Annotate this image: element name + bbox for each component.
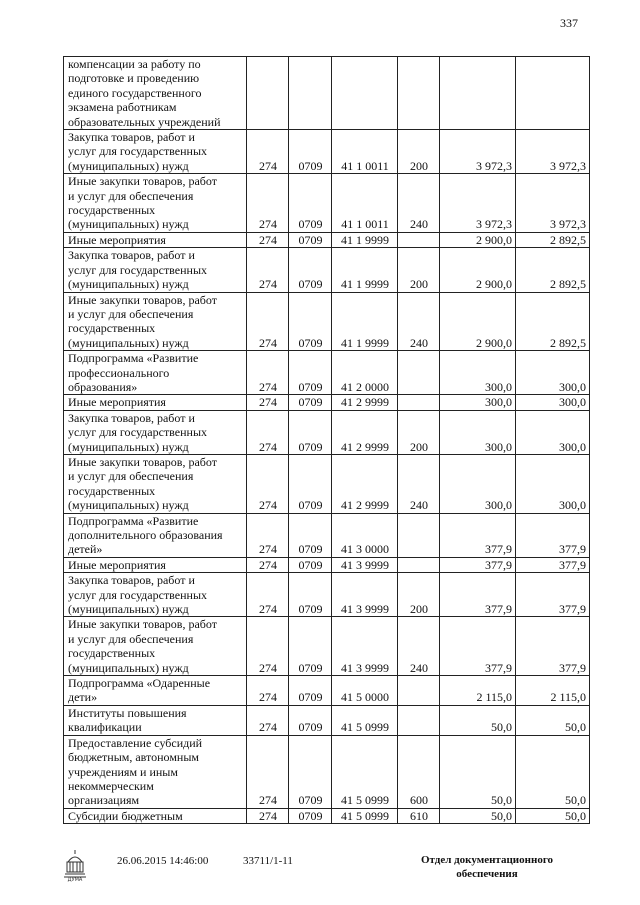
cell-csr: 41 3 0000 bbox=[332, 513, 398, 557]
cell-csr: 41 1 9999 bbox=[332, 292, 398, 351]
table-row bbox=[64, 351, 590, 395]
page-number: 337 bbox=[560, 16, 578, 30]
table-row bbox=[64, 573, 590, 617]
cell-csr: 41 3 9999 bbox=[332, 573, 398, 617]
cell-plan: 300,0 bbox=[440, 395, 516, 410]
cell-rz: 0709 bbox=[289, 232, 332, 247]
table-row bbox=[64, 395, 590, 410]
cell-vr bbox=[398, 513, 440, 557]
cell-fact bbox=[516, 57, 590, 130]
cell-rz: 0709 bbox=[289, 292, 332, 351]
cell-plan: 300,0 bbox=[440, 454, 516, 513]
cell-csr: 41 1 9999 bbox=[332, 248, 398, 292]
cell-csr: 41 2 9999 bbox=[332, 410, 398, 454]
cell-name: Подпрограмма «Развитие профессионального образования» bbox=[64, 351, 247, 395]
cell-csr bbox=[332, 57, 398, 130]
cell-grbs: 274 bbox=[247, 292, 289, 351]
footer-doc-number: 33711/1-11 bbox=[243, 855, 293, 867]
cell-vr: 200 bbox=[398, 248, 440, 292]
footer-department: Отдел документационного обеспечения bbox=[420, 854, 554, 880]
cell-grbs: 274 bbox=[247, 705, 289, 735]
table-row bbox=[64, 557, 590, 572]
cell-name: Закупка товаров, работ и услуг для государственных (муниципальных) нужд bbox=[64, 248, 247, 292]
cell-vr bbox=[398, 351, 440, 395]
cell-fact: 300,0 bbox=[516, 454, 590, 513]
cell-csr: 41 5 0999 bbox=[332, 735, 398, 808]
cell-vr: 600 bbox=[398, 735, 440, 808]
cell-grbs: 274 bbox=[247, 232, 289, 247]
cell-plan: 377,9 bbox=[440, 573, 516, 617]
cell-fact: 377,9 bbox=[516, 573, 590, 617]
table-row bbox=[64, 248, 590, 292]
cell-grbs bbox=[247, 57, 289, 130]
cell-name: Закупка товаров, работ и услуг для государственных (муниципальных) нужд bbox=[64, 130, 247, 174]
cell-csr: 41 1 0011 bbox=[332, 174, 398, 233]
cell-csr: 41 1 0011 bbox=[332, 130, 398, 174]
cell-plan: 377,9 bbox=[440, 557, 516, 572]
cell-plan: 50,0 bbox=[440, 705, 516, 735]
cell-name: Иные закупки товаров, работ и услуг для обеспечения государственных (муниципальных) нужд bbox=[64, 617, 247, 676]
table-row bbox=[64, 130, 590, 174]
table-row bbox=[64, 232, 590, 247]
table-row bbox=[64, 617, 590, 676]
table-row bbox=[64, 676, 590, 706]
cell-vr: 200 bbox=[398, 573, 440, 617]
cell-grbs: 274 bbox=[247, 130, 289, 174]
table-row bbox=[64, 174, 590, 233]
cell-csr: 41 3 9999 bbox=[332, 557, 398, 572]
cell-vr bbox=[398, 57, 440, 130]
cell-grbs: 274 bbox=[247, 351, 289, 395]
cell-fact: 3 972,3 bbox=[516, 130, 590, 174]
cell-plan: 50,0 bbox=[440, 735, 516, 808]
cell-plan: 3 972,3 bbox=[440, 130, 516, 174]
cell-grbs: 274 bbox=[247, 248, 289, 292]
cell-rz: 0709 bbox=[289, 557, 332, 572]
cell-csr: 41 2 9999 bbox=[332, 454, 398, 513]
cell-rz: 0709 bbox=[289, 174, 332, 233]
cell-rz: 0709 bbox=[289, 130, 332, 174]
cell-name: Закупка товаров, работ и услуг для государственных (муниципальных) нужд bbox=[64, 410, 247, 454]
cell-fact: 300,0 bbox=[516, 351, 590, 395]
cell-vr: 200 bbox=[398, 410, 440, 454]
cell-vr bbox=[398, 705, 440, 735]
cell-csr: 41 2 9999 bbox=[332, 395, 398, 410]
cell-rz: 0709 bbox=[289, 573, 332, 617]
cell-csr: 41 5 0000 bbox=[332, 676, 398, 706]
cell-name: Иные закупки товаров, работ и услуг для обеспечения государственных (муниципальных) нужд bbox=[64, 174, 247, 233]
cell-fact: 2 115,0 bbox=[516, 676, 590, 706]
cell-rz: 0709 bbox=[289, 454, 332, 513]
cell-name: Предоставление субсидий бюджетным, автономным учреждениям и иным некоммерческим организациям bbox=[64, 735, 247, 808]
cell-fact: 2 892,5 bbox=[516, 292, 590, 351]
cell-grbs: 274 bbox=[247, 513, 289, 557]
cell-rz: 0709 bbox=[289, 351, 332, 395]
duma-emblem-icon bbox=[62, 848, 88, 882]
cell-plan: 377,9 bbox=[440, 617, 516, 676]
cell-name: Субсидии бюджетным bbox=[64, 808, 247, 823]
cell-name: Подпрограмма «Развитие дополнительного образования детей» bbox=[64, 513, 247, 557]
cell-grbs: 274 bbox=[247, 808, 289, 823]
cell-csr: 41 2 0000 bbox=[332, 351, 398, 395]
cell-csr: 41 3 9999 bbox=[332, 617, 398, 676]
cell-vr bbox=[398, 557, 440, 572]
cell-rz bbox=[289, 57, 332, 130]
cell-fact: 50,0 bbox=[516, 735, 590, 808]
cell-plan bbox=[440, 57, 516, 130]
cell-name: компенсации за работу по подготовке и проведению единого государственного экзамена работникам образовательных учреждений bbox=[64, 57, 247, 130]
cell-vr: 200 bbox=[398, 130, 440, 174]
cell-vr: 240 bbox=[398, 617, 440, 676]
cell-plan: 3 972,3 bbox=[440, 174, 516, 233]
cell-plan: 300,0 bbox=[440, 410, 516, 454]
cell-grbs: 274 bbox=[247, 573, 289, 617]
cell-vr bbox=[398, 232, 440, 247]
cell-fact: 3 972,3 bbox=[516, 174, 590, 233]
cell-vr bbox=[398, 395, 440, 410]
cell-rz: 0709 bbox=[289, 705, 332, 735]
table-row bbox=[64, 513, 590, 557]
cell-fact: 300,0 bbox=[516, 395, 590, 410]
svg-text:ДУМА: ДУМА bbox=[67, 877, 83, 882]
cell-rz: 0709 bbox=[289, 248, 332, 292]
table-row bbox=[64, 410, 590, 454]
cell-plan: 2 900,0 bbox=[440, 232, 516, 247]
cell-name: Иные закупки товаров, работ и услуг для обеспечения государственных (муниципальных) нужд bbox=[64, 454, 247, 513]
cell-vr bbox=[398, 676, 440, 706]
cell-plan: 50,0 bbox=[440, 808, 516, 823]
cell-rz: 0709 bbox=[289, 513, 332, 557]
table-row bbox=[64, 454, 590, 513]
cell-plan: 300,0 bbox=[440, 351, 516, 395]
cell-name: Институты повышения квалификации bbox=[64, 705, 247, 735]
cell-rz: 0709 bbox=[289, 735, 332, 808]
budget-table bbox=[63, 56, 590, 824]
footer-datetime: 26.06.2015 14:46:00 bbox=[117, 855, 209, 867]
cell-fact: 377,9 bbox=[516, 513, 590, 557]
cell-vr: 240 bbox=[398, 454, 440, 513]
cell-vr: 240 bbox=[398, 174, 440, 233]
table-row bbox=[64, 735, 590, 808]
cell-grbs: 274 bbox=[247, 410, 289, 454]
cell-rz: 0709 bbox=[289, 676, 332, 706]
table-row bbox=[64, 808, 590, 823]
cell-grbs: 274 bbox=[247, 735, 289, 808]
cell-grbs: 274 bbox=[247, 174, 289, 233]
cell-plan: 2 900,0 bbox=[440, 248, 516, 292]
cell-fact: 50,0 bbox=[516, 808, 590, 823]
cell-name: Иные мероприятия bbox=[64, 395, 247, 410]
cell-grbs: 274 bbox=[247, 454, 289, 513]
cell-csr: 41 5 0999 bbox=[332, 808, 398, 823]
cell-grbs: 274 bbox=[247, 617, 289, 676]
cell-name: Иные мероприятия bbox=[64, 232, 247, 247]
cell-csr: 41 1 9999 bbox=[332, 232, 398, 247]
cell-fact: 2 892,5 bbox=[516, 232, 590, 247]
cell-rz: 0709 bbox=[289, 395, 332, 410]
table-row bbox=[64, 57, 590, 130]
cell-plan: 2 900,0 bbox=[440, 292, 516, 351]
cell-fact: 377,9 bbox=[516, 557, 590, 572]
cell-fact: 377,9 bbox=[516, 617, 590, 676]
cell-rz: 0709 bbox=[289, 617, 332, 676]
cell-name: Подпрограмма «Одаренные дети» bbox=[64, 676, 247, 706]
cell-fact: 50,0 bbox=[516, 705, 590, 735]
cell-grbs: 274 bbox=[247, 557, 289, 572]
cell-csr: 41 5 0999 bbox=[332, 705, 398, 735]
cell-vr: 610 bbox=[398, 808, 440, 823]
cell-name: Иные закупки товаров, работ и услуг для обеспечения государственных (муниципальных) нужд bbox=[64, 292, 247, 351]
cell-name: Иные мероприятия bbox=[64, 557, 247, 572]
table-row bbox=[64, 292, 590, 351]
cell-vr: 240 bbox=[398, 292, 440, 351]
cell-rz: 0709 bbox=[289, 410, 332, 454]
cell-grbs: 274 bbox=[247, 395, 289, 410]
cell-rz: 0709 bbox=[289, 808, 332, 823]
cell-name: Закупка товаров, работ и услуг для государственных (муниципальных) нужд bbox=[64, 573, 247, 617]
cell-fact: 2 892,5 bbox=[516, 248, 590, 292]
cell-plan: 377,9 bbox=[440, 513, 516, 557]
cell-plan: 2 115,0 bbox=[440, 676, 516, 706]
cell-grbs: 274 bbox=[247, 676, 289, 706]
table-row bbox=[64, 705, 590, 735]
cell-fact: 300,0 bbox=[516, 410, 590, 454]
